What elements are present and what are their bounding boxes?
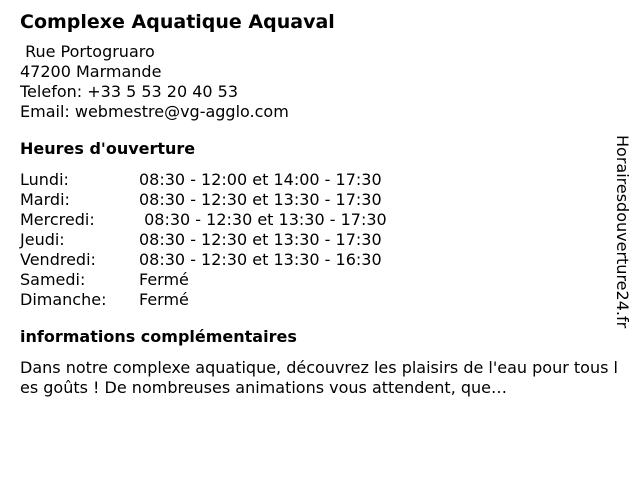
street-address: Rue Portogruaro [20, 42, 155, 61]
hours-time: 08:30 - 12:30 et 13:30 - 16:30 [139, 250, 382, 269]
hours-row-thursday [20, 230, 620, 250]
hours-time: Fermé [139, 270, 189, 289]
hours-time: 08:30 - 12:30 et 13:30 - 17:30 [139, 230, 382, 249]
contact-block [20, 42, 620, 122]
hours-time: 08:30 - 12:00 et 14:00 - 17:30 [139, 170, 382, 189]
hours-day: Samedi: [20, 270, 86, 289]
hours-day: Lundi: [20, 170, 69, 189]
hours-time: Fermé [139, 290, 189, 309]
hours-time: 08:30 - 12:30 et 13:30 - 17:30 [139, 190, 382, 209]
hours-row-sunday [20, 290, 620, 310]
hours-row-friday [20, 250, 620, 270]
hours-day: Mardi: [20, 190, 70, 209]
hours-row-tuesday [20, 190, 620, 210]
hours-day: Dimanche: [20, 290, 107, 309]
description-text: Dans notre complexe aquatique, découvrez les plaisirs de l'eau pour tous les goûts ! De nombreuses animations vous attendent, que… [20, 358, 618, 397]
hours-day: Vendredi: [20, 250, 96, 269]
site-watermark: Horairesdouverture24.fr [613, 135, 632, 329]
hours-row-monday [20, 170, 620, 190]
hours-row-wednesday [20, 210, 620, 230]
city-address: 47200 Marmande [20, 62, 162, 81]
phone-number: Telefon: +33 5 53 20 40 53 [20, 82, 239, 101]
business-name: Complexe Aquatique Aquaval [20, 11, 335, 33]
email-address: Email: webmestre@vg-agglo.com [20, 102, 289, 121]
hours-day: Jeudi: [20, 230, 65, 249]
info-heading: informations complémentaires [20, 327, 297, 346]
opening-hours-list [20, 170, 620, 310]
hours-row-saturday [20, 270, 620, 290]
hours-heading: Heures d'ouverture [20, 139, 196, 158]
business-card [20, 10, 620, 398]
hours-time: 08:30 - 12:30 et 13:30 - 17:30 [139, 210, 387, 229]
hours-day: Mercredi: [20, 210, 95, 229]
